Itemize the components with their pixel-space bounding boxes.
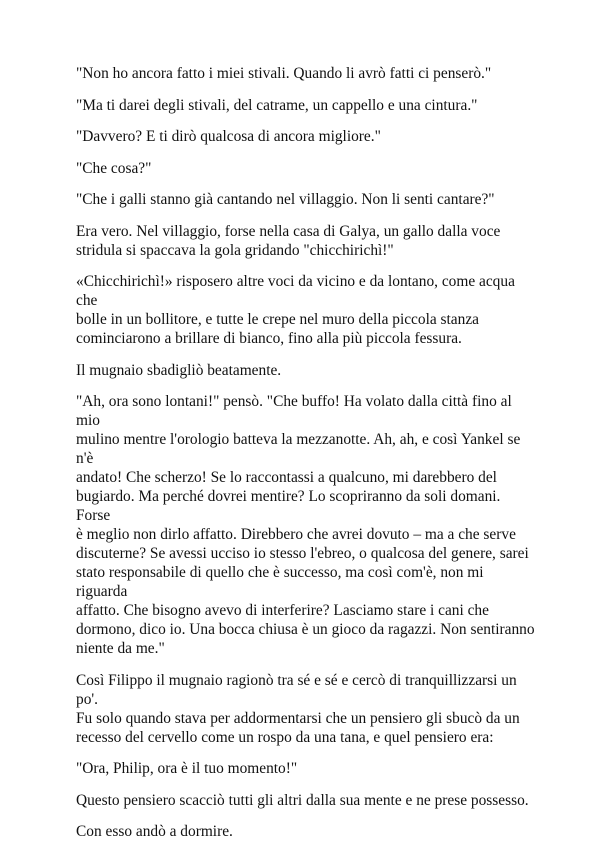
paragraph-5: "Che i galli stanno già cantando nel villaggio. Non li senti cantare?": [76, 191, 495, 208]
paragraph-9: "Ah, ora sono lontani!" pensò. "Che buffo! Ha volato dalla città fino al mio mulino mentre l'orologio batteva la mezzanotte. Ah, ah, e così Yankel se n'è andato! Che scherzo! Se lo raccontassi a qualcuno, mi darebbero del bugiardo. Ma perché dovrei mentire? Lo scopriranno da soli domani. Forse è meglio non dirlo affatto. Direbbero che avrei dovuto – ma a che serve discuterne? Se avessi ucciso io stesso l'ebreo, o qualcosa del genere, sarei stato responsabile di quello che è successo, ma così com'è, non mi riguarda affatto. Che bisogno avevo di interferire? Lasciamo stare i cani che dormono, dico io. Una bocca chiusa è un gioco da ragazzi. Non sentiranno niente da me.": [76, 393, 535, 657]
paragraph-8: Il mugnaio sbadigliò beatamente.: [76, 361, 282, 379]
paragraph-1: "Non ho ancora fatto i miei stivali. Quando li avrò fatti ci penserò.": [76, 65, 492, 82]
paragraph-3: "Davvero? E ti dirò qualcosa di ancora migliore.": [76, 128, 381, 145]
paragraph-6: Era vero. Nel villaggio, forse nella casa di Galya, un gallo dalla voce stridula si spaccava la gola gridando "chicchirichì!": [76, 222, 501, 259]
paragraph-10: Così Filippo il mugnaio ragionò tra sé e sé e cercò di tranquillizzarsi un po'. Fu solo quando stava per addormentarsi che un pensiero gli sbucò da un recesso del cervello come un rospo da una tana, e quel pensiero era:: [76, 671, 520, 746]
paragraph-13: Con esso andò a dormire.: [76, 823, 233, 840]
paragraph-4: "Che cosa?": [76, 159, 152, 177]
paragraph-11: "Ora, Philip, ora è il tuo momento!": [76, 760, 298, 777]
paragraph-7: «Chicchirichì!» risposero altre voci da vicino e da lontano, come acqua che bolle in un bollitore, e tutte le crepe nel muro della piccola stanza cominciarono a brillare di bianco, fino alla più piccola fessura.: [76, 273, 515, 347]
body-text: [76, 64, 536, 854]
paragraph-12: Questo pensiero scacciò tutti gli altri dalla sua mente e ne prese possesso.: [76, 791, 529, 809]
paragraph-2: "Ma ti darei degli stivali, del catrame, un cappello e una cintura.": [76, 96, 478, 114]
